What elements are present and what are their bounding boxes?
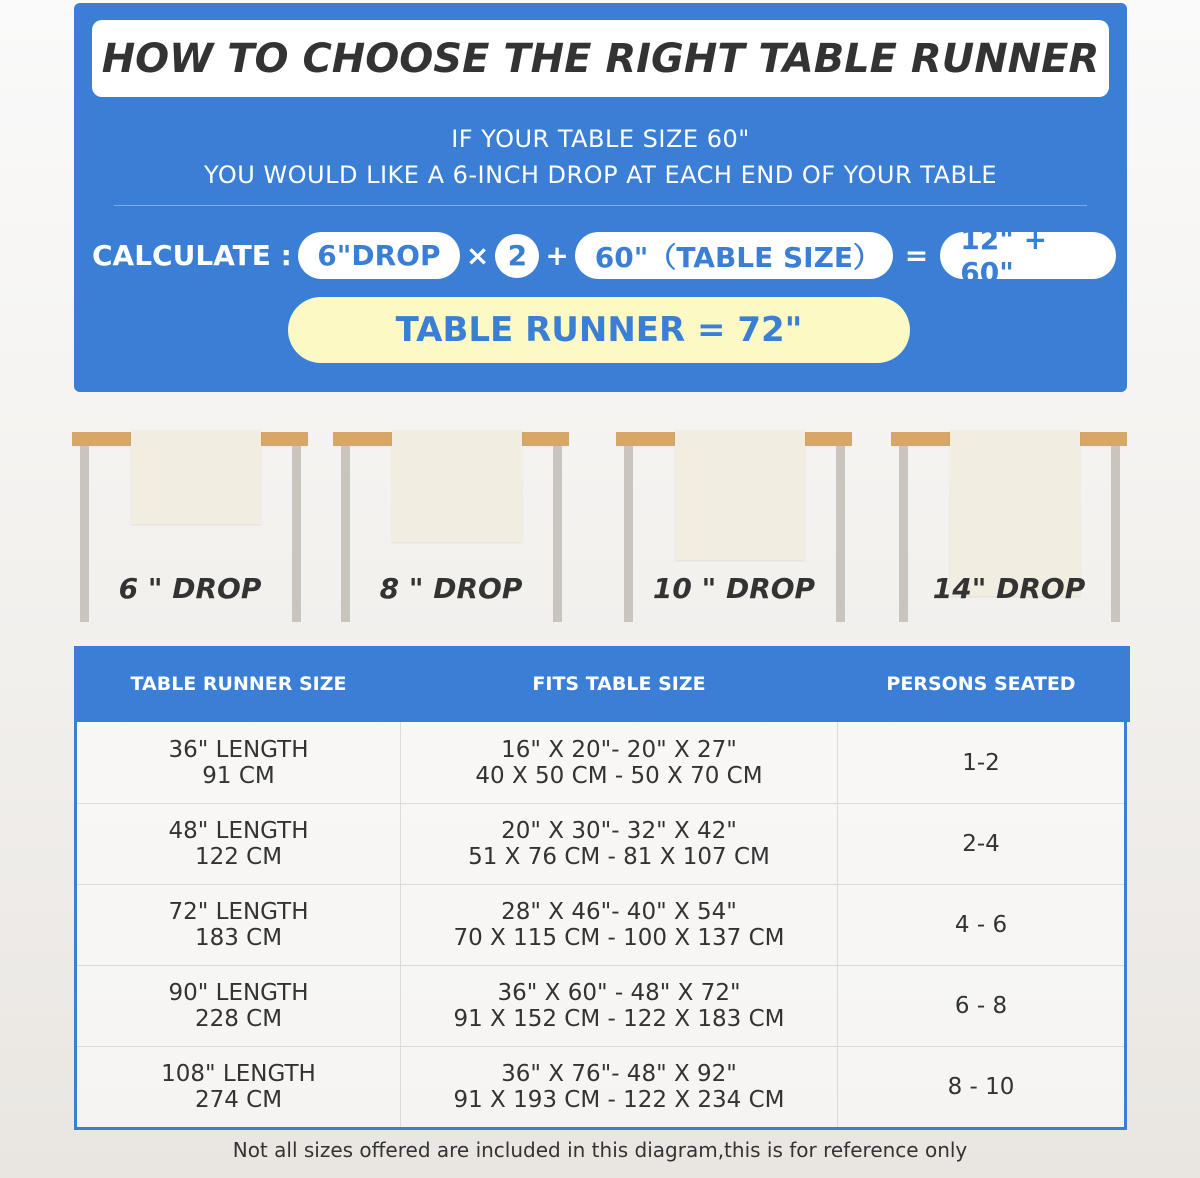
table-row: [77, 722, 1124, 803]
length-cm: 122 CM: [194, 844, 283, 870]
length-inches: 36" LENGTH: [168, 736, 309, 763]
persons-cell: [838, 885, 1124, 965]
persons-cell: [838, 722, 1124, 803]
persons-cell: [838, 804, 1124, 884]
fits-cm: 40 X 50 CM - 50 X 70 CM: [475, 762, 763, 789]
fits-size-cell: [400, 885, 838, 965]
length-cm: 91 CM: [202, 762, 275, 789]
fits-size-cell: [400, 804, 838, 884]
fits-inches: 28" X 46"- 40" X 54": [501, 899, 737, 925]
intro-line-2: YOU WOULD LIKE A 6-INCH DROP AT EACH END OF YOUR TABLE: [204, 161, 997, 189]
footer-note: Not all sizes offered are included in this diagram,this is for reference only: [232, 1138, 968, 1162]
drop-label: 14" DROP: [932, 572, 1086, 605]
equals-sign: =: [904, 239, 929, 272]
header-runner-size: TABLE RUNNER SIZE: [130, 673, 347, 695]
drop-label: 10 " DROP: [652, 572, 816, 605]
drop-figure: [333, 430, 569, 622]
persons-cell: [838, 966, 1124, 1046]
intro-line-1: IF YOUR TABLE SIZE 60": [451, 125, 750, 153]
persons-value: 4 - 6: [954, 912, 1008, 938]
divider: [114, 205, 1087, 206]
result-pill: TABLE RUNNER = 72": [288, 297, 910, 363]
runner-size-cell: [77, 1047, 400, 1127]
fits-cm: 91 X 193 CM - 122 X 234 CM: [453, 1087, 785, 1113]
runner-size-cell: [77, 804, 400, 884]
persons-cell: [838, 1047, 1124, 1127]
calculation-row: [92, 222, 1116, 289]
calculate-label: CALCULATE :: [92, 239, 292, 272]
header-fits-table-size: FITS TABLE SIZE: [532, 673, 706, 695]
table-row: [77, 1046, 1124, 1127]
drop-label: 6 " DROP: [118, 572, 262, 605]
drop-pill: 6"DROP: [298, 232, 460, 279]
persons-value: 1-2: [962, 749, 1000, 776]
persons-value: 6 - 8: [954, 993, 1008, 1019]
drop-label: 8 " DROP: [379, 572, 523, 605]
drop-figure: [72, 430, 308, 622]
page-title: HOW TO CHOOSE THE RIGHT TABLE RUNNER: [92, 20, 1109, 97]
length-cm: 183 CM: [194, 925, 283, 951]
length-cm: 228 CM: [194, 1006, 283, 1032]
length-inches: 90" LENGTH: [168, 980, 309, 1006]
drop-figure: [891, 430, 1127, 622]
table-header: [77, 646, 1130, 722]
runner-size-cell: [77, 966, 400, 1046]
table-row: [77, 884, 1124, 965]
length-cm: 274 CM: [194, 1087, 283, 1113]
calculation-panel: [74, 3, 1127, 392]
table-size-pill: 60"（TABLE SIZE）: [575, 232, 893, 279]
drop-figure: [616, 430, 852, 622]
size-table: [74, 646, 1127, 1130]
fits-cm: 51 X 76 CM - 81 X 107 CM: [468, 844, 770, 870]
plus-sign: +: [545, 239, 569, 272]
runner-size-cell: [77, 885, 400, 965]
length-inches: 48" LENGTH: [168, 818, 309, 844]
fits-size-cell: [400, 966, 838, 1046]
table-runner-swatch: [131, 430, 261, 524]
header-persons-seated: PERSONS SEATED: [886, 673, 1076, 695]
table-row: [77, 965, 1124, 1046]
fits-inches: 36" X 76"- 48" X 92": [501, 1061, 737, 1087]
fits-cm: 70 X 115 CM - 100 X 137 CM: [453, 925, 785, 951]
factor-circle: 2: [495, 234, 539, 278]
fits-size-cell: [400, 722, 838, 803]
length-inches: 72" LENGTH: [168, 899, 309, 925]
times-sign: ×: [465, 239, 490, 272]
persons-value: 2-4: [962, 831, 1000, 857]
runner-size-cell: [77, 722, 400, 803]
table-runner-swatch: [392, 430, 522, 542]
length-inches: 108" LENGTH: [161, 1061, 316, 1087]
fits-cm: 91 X 152 CM - 122 X 183 CM: [453, 1006, 785, 1032]
fits-inches: 16" X 20"- 20" X 27": [501, 736, 737, 763]
persons-value: 8 - 10: [947, 1074, 1015, 1100]
fits-inches: 20" X 30"- 32" X 42": [501, 818, 737, 844]
fits-size-cell: [400, 1047, 838, 1127]
table-row: [77, 803, 1124, 884]
table-runner-swatch: [675, 430, 805, 560]
fits-inches: 36" X 60" - 48" X 72": [497, 980, 741, 1006]
sum-pill: 12" + 60": [940, 232, 1116, 279]
